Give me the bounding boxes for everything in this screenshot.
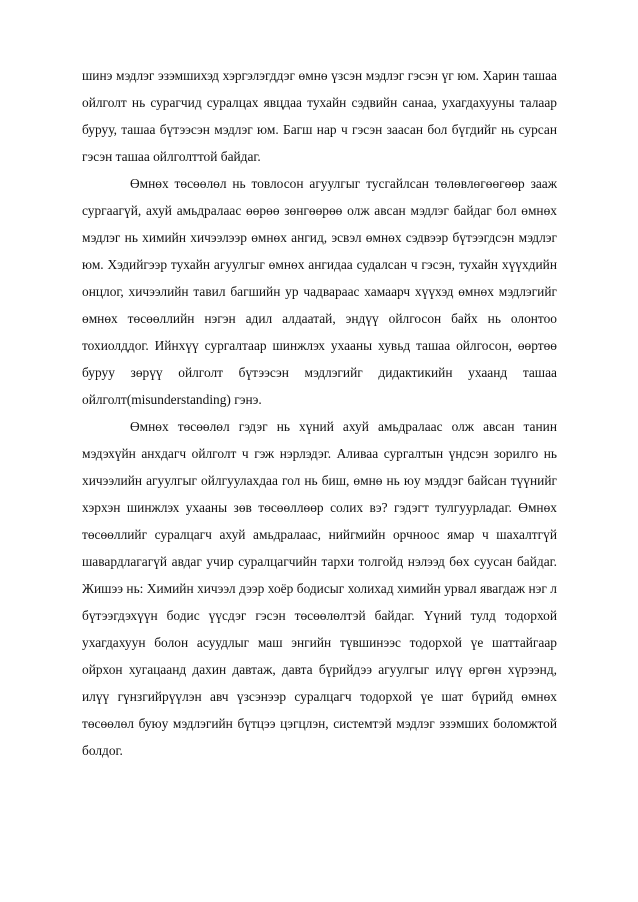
- paragraph-3: Өмнөх төсөөлөл гэдэг нь хүний ахуй амьдралаас олж авсан танин мэдэхүйн анхдагч ойлголт ч гэж нэрлэдэг. Аливаа сургалтын үндсэн зорилго нь хичээлийн агуулгыг ойлгуулахдаа гол нь биш, өмнө нь юу мэддэг байсан түүнийг хэрхэн шинжлэх ухааны зөв төсөөллөөр солих вэ? гэдэгт тулгуурладаг. Өмнөх төсөөллийг суралцагч ахуй амьдралаас, нийгмийн орчноос ямар ч шахалтгүй шавардлагагүй авдаг учир суралцагчийн тархи толгойд нэлээд бөх суусан байдаг. Жишээ нь: Химийн хичээл дээр хоёр бодисыг холихад химийн урвал явагдаж нэг л бүтээгдэхүүн бодис үүсдэг гэсэн төсөөлөлтэй байдаг. Үүний тулд тодорхой ухагдахуун болон асуудлыг маш энгийн түвшинээс тодорхой үе шаттайгаар ойрхон хугацаанд дахин давтаж, давта бүрийдээ агуулгыг илүү өргөн хүрээнд, илүү гүнзгийрүүлэн авч үзсэнээр суралцагч тодорхой үе шат бүрийд өмнөх төсөөлөл буюу мэдлэгийн бүтцээ цэгцлэн, системтэй мэдлэг эзэмших боломжтой болдог.: [82, 419, 557, 758]
- paragraph-2: Өмнөх төсөөлөл нь товлосон агуулгыг тусгайлсан төлөвлөгөөгөөр зааж сургаагүй, ахуй амьдралаас өөрөө зөнгөөрөө олж авсан мэдлэг байдаг бол өмнөх мэдлэг нь химийн хичээлээр өмнөх ангид, эсвэл өмнөх сэдвээр бүтээгдсэн мэдлэг юм. Хэдийгээр тухайн агуулгыг өмнөх ангидаа судалсан ч гэсэн, тухайн хүүхдийн онцлог, хичээлийн тавил багшийн ур чадвараас хамаарч хүүхэд өмнөх мэдлэгийг өмнөх төсөөллийн нэгэн адил алдаатай, эндүү ойлгосон байх нь олонтоо тохиолддог. Ийнхүү сургалтаар шинжлэх ухааны хувьд ташаа ойлгосон, өөртөө буруу зөрүү ойлголт бүтээсэн мэдлэгийг дидактикийн ухаанд ташаа ойлголт(misunderstanding) гэнэ.: [82, 176, 557, 407]
- paragraph-1: шинэ мэдлэг эзэмшихэд хэргэлэгддэг өмнө үзсэн мэдлэг гэсэн үг юм. Харин ташаа ойлголт нь сурагчид суралцах явцдаа тухайн сэдвийн санаа, ухагдахууны талаар буруу, ташаа бүтээсэн мэдлэг юм. Багш нар ч гэсэн заасан бол бүгдийг нь сурсан гэсэн ташаа ойлголттой байдаг.: [82, 68, 557, 164]
- document-body: [82, 62, 557, 764]
